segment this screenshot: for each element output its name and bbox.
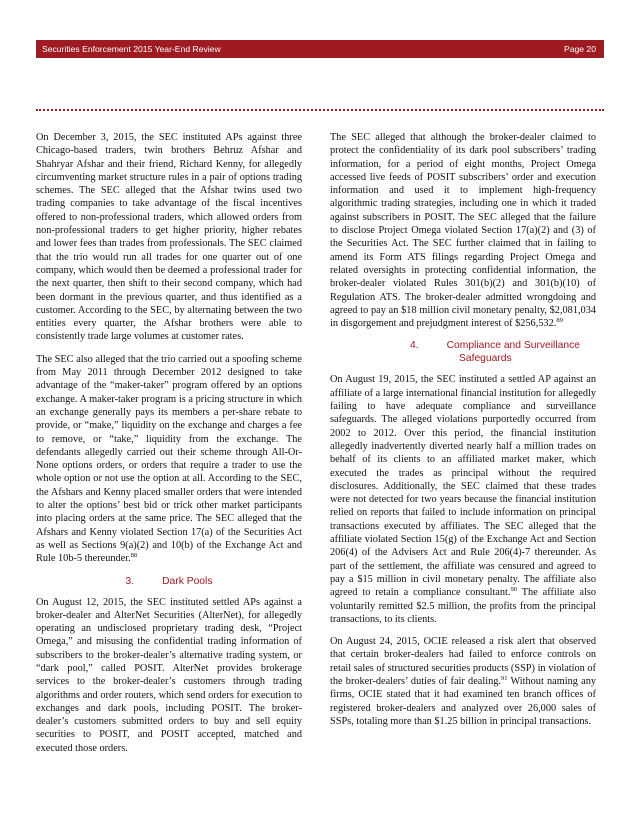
section-title-line2: Safeguards [459,353,512,365]
section-number: 3. [125,575,135,587]
footnote-ref: 91 [500,674,508,682]
page-number: Page 20 [563,44,596,54]
paragraph-text: The SEC alleged that although the broker-dealer claimed to protect the confidentiality of its dark pool subscribers’ trading information, for a period of eight months, Project Omega accessed live feeds of POSIT subscribers’ order and execution information and used it to implement high-frequency algorithmic trading strategies, including one in which it traded against subscribers in POSIT. The SEC alleged that the failure to disclose Project Omega violated Section 17(a)(2) and (3) of the Securities Act. The SEC further claimed that in failing to amend its Form ATS filings regarding Project Omega and related oversights in protecting confidential information, the broker-dealer violated Rules 301(b)(2) and 301(b)(10) of Regulation ATS. The broker-dealer admitted wrongdoing and agreed to pay an $18 million civil monetary penalty, $2,081,034 in disgorgement and prejudgment interest of $256,532. [330,132,596,330]
paragraph-text: The SEC also alleged that the trio carried out a spoofing scheme from May 2011 through December 2012 designed to take advantage of the “maker-taker” program offered by an options exchange. A maker-taker program is a pricing structure in which an exchange generally pays its members a per-share rebate to provide, or “make,” liquidity on the exchange and charges a fee to remove, or “take,” liquidity from the exchange. The defendants allegedly carried out their scheme through All-Or-None options orders, or orders that require a trader to use the whole option or not use the option at all. According to the SEC, the Afshars and Kenny placed smaller orders that were intended to alter the options’ best bid or trick other market participants into placing orders at the same price. The SEC alleged that the Afshars and Kenny violated Section 17(a) of the Securities Act as well as Sections 9(a)(2) and 10(b) of the Exchange Act and Rule 10b-5 thereunder. [36,353,302,565]
section-title: Dark Pools [162,575,213,587]
paragraph-spoofing-scheme [36,353,302,566]
paragraph-text-tail: Without naming any firms, OCIE stated that it had examined ten branch offices of registered broker-dealers and analyzed over 26,000 sales of SSPs, totaling more than $1.25 billion in principal transactions. [330,675,596,727]
paragraph-text-tail: The affiliate also voluntarily remitted $2.5 million, the profits from the principal transactions, to its clients. [330,587,596,625]
section-number: 4. [410,340,419,352]
paragraph-text: On August 19, 2015, the SEC instituted a settled AP against an affiliate of a large international financial institution for allegedly failing to have adequate compliance and surveillance safeguards. The alleged violations purportedly occurred from 2002 to 2012. Over this period, the financial institution allegedly inadvertently diverted nearly half a million trades on behalf of its clients to an affiliated market maker, which executed the trades as principal without the required disclosures. Additionally, the SEC claimed that these trades were not detected for two years because the financial institution relied on reports that failed to include information on principal transactions executed by affiliates. The SEC alleged that the affiliate violated Section 15(g) of the Exchange Act and Section 206(4) of the Advisers Act and Rule 206(4)-7 thereunder. As part of the settlement, the affiliate was censured and agreed to pay a $15 million in civil monetary penalty. The affiliate also agreed to retain a compliance consultant. [330,374,596,599]
left-column [36,131,302,764]
section-heading-compliance [330,339,596,365]
dotted-divider [36,109,604,111]
paragraph-affiliate-settlement [330,373,596,626]
section-heading-dark-pools [36,575,302,588]
paragraph-afshar-intro: On December 3, 2015, the SEC instituted APs against three Chicago-based traders, twin brothers Behruz Afshar and Shahryar Afshar and their friend, Richard Kenny, for allegedly circumventing market structure rules in a pair of options trading schemes. The SEC alleged that the Afshar twins used two trading companies to take advantage of the fiscal incentives offered to non-professional traders, which allowed orders from non-professional traders to get higher priority, higher rebates and lower fees than trades from professionals. The SEC claimed that the trio would run all trades for one quarter out of one company, which would then be deemed a professional trader for the next quarter, then shift to their second company, which had been dormant in the previous quarter, and thus identified as a customer. According to the SEC, by alternating between the two entities every quarter, the Afshar brothers were able to consistently trade large volumes at customer rates. [36,132,302,343]
section-title-line1: Compliance and Surveillance [446,340,580,352]
paragraph-alternet: On August 12, 2015, the SEC instituted settled APs against a broker-dealer and AlterNet Securities (AlterNet), for allegedly operating an undisclosed proprietary trading desk, “Project Omega,” and misusing the confidential trading information of subscribers to the broker-dealer’s alternative trading system, or “dark pool,” called POSIT. AlterNet provides brokerage services to the broker-dealer’s customers through trading algorithms and order routers, which send orders for execution to exchanges and dark pools, including POSIT. The broker-dealer’s customers submitted orders to buy and sell equity securities to POSIT, and POSIT accepted, matched and executed those orders. [36,596,302,754]
paragraph-ocie-risk-alert [330,635,596,728]
paragraph-text: On August 24, 2015, OCIE released a risk alert that observed that certain broker-dealers had failed to enforce controls on retail sales of structured securities products (SSP) in violation of the broker-dealers’ duties of fair dealing. [330,636,596,687]
footnote-ref: 89 [556,317,563,325]
paragraph-project-omega [330,131,596,330]
footnote-ref: 90 [510,586,517,594]
header-title: Securities Enforcement 2015 Year-End Review [42,44,221,54]
footnote-ref: 88 [130,552,138,560]
right-column [330,131,596,737]
page-header [36,40,604,58]
